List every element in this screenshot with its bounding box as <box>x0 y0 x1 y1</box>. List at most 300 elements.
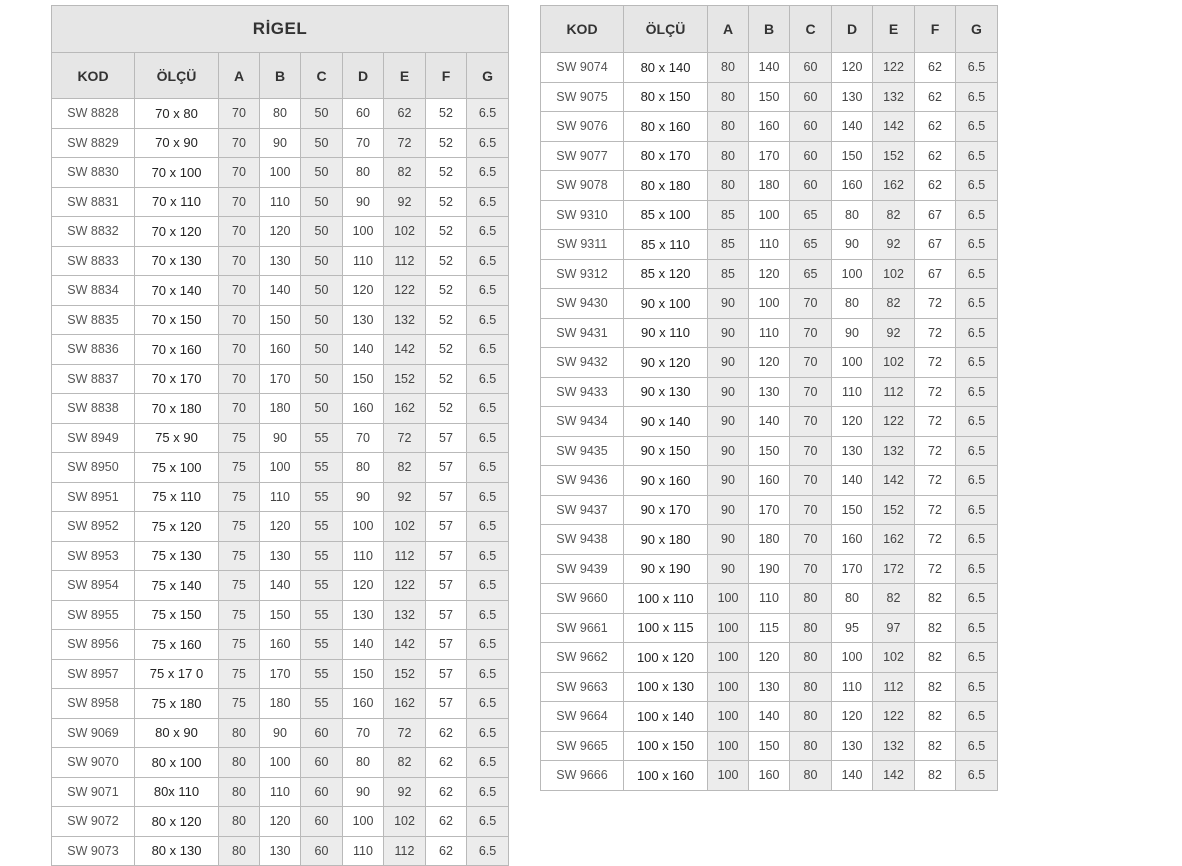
cell-d: 150 <box>832 141 873 171</box>
cell-g: 6.5 <box>467 364 509 394</box>
cell-kod: SW 9312 <box>541 259 624 289</box>
cell-b: 100 <box>260 158 301 188</box>
cell-b: 130 <box>260 541 301 571</box>
cell-a: 90 <box>708 554 749 584</box>
cell-b: 140 <box>749 53 790 83</box>
cell-olcu: 70 x 130 <box>135 246 219 276</box>
cell-c: 55 <box>301 541 343 571</box>
cell-f: 67 <box>915 259 956 289</box>
cell-d: 160 <box>343 689 384 719</box>
cell-c: 80 <box>790 672 832 702</box>
table-row <box>52 777 509 807</box>
cell-g: 6.5 <box>467 394 509 424</box>
cell-a: 75 <box>219 453 260 483</box>
cell-kod: SW 8951 <box>52 482 135 512</box>
cell-c: 70 <box>790 436 832 466</box>
cell-f: 57 <box>426 659 467 689</box>
cell-d: 100 <box>832 348 873 378</box>
cell-kod: SW 9439 <box>541 554 624 584</box>
cell-c: 70 <box>790 289 832 319</box>
cell-olcu: 90 x 130 <box>624 377 708 407</box>
cell-c: 55 <box>301 571 343 601</box>
cell-g: 6.5 <box>956 702 998 732</box>
cell-f: 57 <box>426 512 467 542</box>
cell-e: 162 <box>384 689 426 719</box>
cell-a: 70 <box>219 305 260 335</box>
cell-kod: SW 9666 <box>541 761 624 791</box>
table-row <box>52 718 509 748</box>
cell-d: 130 <box>832 82 873 112</box>
cell-a: 75 <box>219 630 260 660</box>
cell-e: 152 <box>384 364 426 394</box>
table-row <box>541 436 998 466</box>
cell-e: 92 <box>873 318 915 348</box>
table-row <box>52 571 509 601</box>
cell-g: 6.5 <box>467 659 509 689</box>
cell-kod: SW 9070 <box>52 748 135 778</box>
cell-g: 6.5 <box>956 53 998 83</box>
cell-olcu: 75 x 130 <box>135 541 219 571</box>
cell-a: 80 <box>708 53 749 83</box>
cell-olcu: 85 x 120 <box>624 259 708 289</box>
cell-kod: SW 8833 <box>52 246 135 276</box>
cell-b: 130 <box>260 246 301 276</box>
table-row <box>541 702 998 732</box>
cell-e: 72 <box>384 423 426 453</box>
table-row <box>52 394 509 424</box>
cell-d: 90 <box>343 187 384 217</box>
cell-e: 62 <box>384 99 426 129</box>
cell-d: 90 <box>832 318 873 348</box>
cell-c: 55 <box>301 482 343 512</box>
column-header-d: D <box>832 6 873 53</box>
table-row <box>52 748 509 778</box>
cell-kod: SW 8832 <box>52 217 135 247</box>
cell-b: 150 <box>749 436 790 466</box>
cell-f: 72 <box>915 525 956 555</box>
table-row <box>541 230 998 260</box>
cell-g: 6.5 <box>467 512 509 542</box>
cell-a: 75 <box>219 689 260 719</box>
column-header-e: E <box>873 6 915 53</box>
cell-d: 70 <box>343 718 384 748</box>
table-row <box>541 613 998 643</box>
cell-g: 6.5 <box>467 807 509 837</box>
cell-kod: SW 8952 <box>52 512 135 542</box>
cell-b: 130 <box>260 836 301 866</box>
cell-d: 140 <box>832 466 873 496</box>
cell-c: 65 <box>790 259 832 289</box>
cell-c: 50 <box>301 99 343 129</box>
cell-b: 80 <box>260 99 301 129</box>
cell-kod: SW 9078 <box>541 171 624 201</box>
cell-g: 6.5 <box>467 571 509 601</box>
cell-olcu: 90 x 120 <box>624 348 708 378</box>
cell-e: 92 <box>384 482 426 512</box>
table-row <box>52 482 509 512</box>
cell-g: 6.5 <box>956 761 998 791</box>
cell-olcu: 75 x 110 <box>135 482 219 512</box>
cell-f: 62 <box>915 141 956 171</box>
cell-f: 52 <box>426 394 467 424</box>
cell-c: 55 <box>301 600 343 630</box>
cell-e: 152 <box>873 495 915 525</box>
cell-f: 72 <box>915 407 956 437</box>
cell-a: 75 <box>219 482 260 512</box>
table-row <box>52 630 509 660</box>
cell-a: 80 <box>708 82 749 112</box>
cell-olcu: 70 x 150 <box>135 305 219 335</box>
table-row <box>541 259 998 289</box>
cell-c: 70 <box>790 466 832 496</box>
column-header-a: A <box>708 6 749 53</box>
table-row <box>541 495 998 525</box>
column-header-e: E <box>384 53 426 99</box>
cell-b: 130 <box>749 377 790 407</box>
cell-c: 50 <box>301 276 343 306</box>
cell-a: 75 <box>219 571 260 601</box>
cell-kod: SW 9437 <box>541 495 624 525</box>
table-row <box>541 731 998 761</box>
cell-kod: SW 9076 <box>541 112 624 142</box>
cell-a: 80 <box>708 171 749 201</box>
cell-e: 82 <box>873 289 915 319</box>
table-row <box>541 407 998 437</box>
cell-b: 150 <box>749 82 790 112</box>
cell-b: 180 <box>260 689 301 719</box>
cell-f: 82 <box>915 643 956 673</box>
cell-kod: SW 8949 <box>52 423 135 453</box>
cell-f: 52 <box>426 99 467 129</box>
cell-a: 70 <box>219 217 260 247</box>
cell-kod: SW 9662 <box>541 643 624 673</box>
table-row <box>541 348 998 378</box>
cell-b: 150 <box>260 305 301 335</box>
cell-g: 6.5 <box>956 289 998 319</box>
cell-d: 70 <box>343 423 384 453</box>
cell-g: 6.5 <box>956 731 998 761</box>
cell-e: 72 <box>384 718 426 748</box>
column-header-olcu: ÖLÇÜ <box>624 6 708 53</box>
cell-olcu: 100 x 130 <box>624 672 708 702</box>
cell-f: 57 <box>426 630 467 660</box>
cell-a: 100 <box>708 672 749 702</box>
cell-d: 80 <box>832 200 873 230</box>
cell-olcu: 90 x 190 <box>624 554 708 584</box>
table-body <box>541 53 998 791</box>
cell-b: 90 <box>260 128 301 158</box>
cell-olcu: 75 x 17 0 <box>135 659 219 689</box>
cell-d: 110 <box>343 541 384 571</box>
cell-f: 72 <box>915 466 956 496</box>
cell-a: 80 <box>219 718 260 748</box>
cell-g: 6.5 <box>956 230 998 260</box>
cell-b: 140 <box>749 407 790 437</box>
cell-olcu: 80 x 130 <box>135 836 219 866</box>
rigel-spec-table-left <box>51 5 509 866</box>
cell-olcu: 90 x 150 <box>624 436 708 466</box>
table-title: RİGEL <box>52 6 509 53</box>
cell-d: 120 <box>832 407 873 437</box>
cell-g: 6.5 <box>956 554 998 584</box>
cell-kod: SW 8835 <box>52 305 135 335</box>
cell-olcu: 90 x 100 <box>624 289 708 319</box>
cell-olcu: 80 x 90 <box>135 718 219 748</box>
cell-olcu: 80 x 100 <box>135 748 219 778</box>
cell-d: 120 <box>343 276 384 306</box>
cell-c: 50 <box>301 335 343 365</box>
cell-a: 90 <box>708 495 749 525</box>
cell-c: 60 <box>790 53 832 83</box>
cell-e: 132 <box>384 600 426 630</box>
cell-g: 6.5 <box>956 348 998 378</box>
cell-c: 50 <box>301 364 343 394</box>
cell-g: 6.5 <box>467 836 509 866</box>
cell-olcu: 80 x 140 <box>624 53 708 83</box>
cell-b: 110 <box>749 584 790 614</box>
cell-g: 6.5 <box>956 436 998 466</box>
cell-d: 110 <box>832 377 873 407</box>
cell-c: 80 <box>790 731 832 761</box>
cell-e: 142 <box>873 112 915 142</box>
cell-f: 62 <box>426 748 467 778</box>
cell-e: 112 <box>384 246 426 276</box>
cell-b: 120 <box>749 348 790 378</box>
cell-olcu: 75 x 160 <box>135 630 219 660</box>
cell-a: 85 <box>708 230 749 260</box>
cell-e: 82 <box>384 158 426 188</box>
cell-g: 6.5 <box>956 112 998 142</box>
cell-d: 130 <box>343 305 384 335</box>
cell-c: 50 <box>301 128 343 158</box>
cell-e: 132 <box>873 731 915 761</box>
cell-d: 150 <box>343 364 384 394</box>
cell-g: 6.5 <box>467 541 509 571</box>
cell-d: 130 <box>832 731 873 761</box>
cell-olcu: 90 x 140 <box>624 407 708 437</box>
cell-d: 100 <box>832 259 873 289</box>
cell-f: 52 <box>426 187 467 217</box>
cell-e: 92 <box>384 187 426 217</box>
cell-e: 152 <box>873 141 915 171</box>
cell-c: 55 <box>301 659 343 689</box>
table-row <box>52 364 509 394</box>
table-row <box>541 289 998 319</box>
cell-kod: SW 9665 <box>541 731 624 761</box>
cell-e: 122 <box>873 702 915 732</box>
cell-d: 160 <box>832 525 873 555</box>
cell-d: 95 <box>832 613 873 643</box>
table-row <box>52 187 509 217</box>
cell-e: 122 <box>384 276 426 306</box>
table-row <box>541 200 998 230</box>
cell-kod: SW 8837 <box>52 364 135 394</box>
cell-f: 62 <box>426 777 467 807</box>
cell-c: 80 <box>790 613 832 643</box>
cell-e: 142 <box>384 630 426 660</box>
cell-d: 100 <box>343 512 384 542</box>
cell-d: 80 <box>343 453 384 483</box>
cell-c: 70 <box>790 407 832 437</box>
table-row <box>52 335 509 365</box>
cell-b: 140 <box>260 571 301 601</box>
cell-d: 80 <box>832 584 873 614</box>
cell-g: 6.5 <box>467 99 509 129</box>
cell-kod: SW 8831 <box>52 187 135 217</box>
cell-a: 90 <box>708 377 749 407</box>
table-row <box>52 541 509 571</box>
cell-b: 120 <box>260 217 301 247</box>
cell-d: 60 <box>343 99 384 129</box>
cell-g: 6.5 <box>467 689 509 719</box>
column-header-olcu: ÖLÇÜ <box>135 53 219 99</box>
cell-olcu: 100 x 160 <box>624 761 708 791</box>
cell-b: 180 <box>749 171 790 201</box>
cell-kod: SW 8828 <box>52 99 135 129</box>
table-row <box>541 53 998 83</box>
cell-kod: SW 9660 <box>541 584 624 614</box>
cell-c: 50 <box>301 305 343 335</box>
cell-c: 65 <box>790 200 832 230</box>
cell-g: 6.5 <box>467 276 509 306</box>
cell-e: 132 <box>873 436 915 466</box>
cell-b: 180 <box>749 525 790 555</box>
cell-f: 52 <box>426 158 467 188</box>
cell-e: 112 <box>873 672 915 702</box>
cell-f: 72 <box>915 436 956 466</box>
cell-a: 70 <box>219 246 260 276</box>
cell-a: 100 <box>708 584 749 614</box>
column-header-f: F <box>426 53 467 99</box>
cell-a: 80 <box>219 748 260 778</box>
cell-kod: SW 9310 <box>541 200 624 230</box>
cell-c: 70 <box>790 495 832 525</box>
cell-c: 50 <box>301 158 343 188</box>
cell-kod: SW 9073 <box>52 836 135 866</box>
column-header-kod: KOD <box>52 53 135 99</box>
cell-d: 110 <box>343 246 384 276</box>
cell-c: 70 <box>790 554 832 584</box>
cell-kod: SW 8958 <box>52 689 135 719</box>
cell-d: 120 <box>832 702 873 732</box>
cell-kod: SW 9436 <box>541 466 624 496</box>
cell-b: 160 <box>260 335 301 365</box>
cell-g: 6.5 <box>956 318 998 348</box>
cell-g: 6.5 <box>956 466 998 496</box>
cell-c: 60 <box>301 836 343 866</box>
cell-f: 62 <box>915 171 956 201</box>
cell-c: 80 <box>790 761 832 791</box>
cell-kod: SW 9661 <box>541 613 624 643</box>
cell-c: 50 <box>301 187 343 217</box>
cell-olcu: 75 x 120 <box>135 512 219 542</box>
cell-kod: SW 9432 <box>541 348 624 378</box>
cell-kod: SW 9430 <box>541 289 624 319</box>
cell-f: 52 <box>426 364 467 394</box>
cell-f: 52 <box>426 128 467 158</box>
cell-kod: SW 8836 <box>52 335 135 365</box>
column-header-kod: KOD <box>541 6 624 53</box>
cell-kod: SW 8950 <box>52 453 135 483</box>
table-row <box>52 128 509 158</box>
cell-g: 6.5 <box>956 377 998 407</box>
cell-e: 92 <box>384 777 426 807</box>
table-row <box>541 141 998 171</box>
cell-olcu: 90 x 110 <box>624 318 708 348</box>
cell-b: 115 <box>749 613 790 643</box>
cell-e: 102 <box>873 643 915 673</box>
cell-d: 130 <box>832 436 873 466</box>
column-header-row <box>541 6 998 53</box>
cell-g: 6.5 <box>956 407 998 437</box>
cell-kod: SW 8953 <box>52 541 135 571</box>
cell-d: 110 <box>832 672 873 702</box>
cell-g: 6.5 <box>467 453 509 483</box>
cell-b: 110 <box>260 482 301 512</box>
cell-olcu: 70 x 80 <box>135 99 219 129</box>
cell-d: 150 <box>343 659 384 689</box>
cell-e: 82 <box>873 584 915 614</box>
cell-c: 70 <box>790 377 832 407</box>
cell-kod: SW 9433 <box>541 377 624 407</box>
column-header-b: B <box>260 53 301 99</box>
cell-b: 170 <box>749 141 790 171</box>
cell-f: 72 <box>915 495 956 525</box>
table-row <box>541 525 998 555</box>
cell-f: 72 <box>915 348 956 378</box>
cell-b: 190 <box>749 554 790 584</box>
cell-c: 55 <box>301 512 343 542</box>
cell-d: 160 <box>343 394 384 424</box>
cell-e: 122 <box>873 53 915 83</box>
cell-kod: SW 9438 <box>541 525 624 555</box>
cell-a: 80 <box>219 836 260 866</box>
cell-a: 85 <box>708 259 749 289</box>
cell-olcu: 80 x 170 <box>624 141 708 171</box>
cell-f: 62 <box>426 807 467 837</box>
cell-a: 80 <box>708 112 749 142</box>
table-row <box>541 318 998 348</box>
table-row <box>52 600 509 630</box>
cell-kod: SW 8955 <box>52 600 135 630</box>
cell-a: 90 <box>708 318 749 348</box>
cell-kod: SW 8834 <box>52 276 135 306</box>
cell-b: 120 <box>260 512 301 542</box>
cell-d: 70 <box>343 128 384 158</box>
cell-olcu: 75 x 140 <box>135 571 219 601</box>
cell-e: 102 <box>873 348 915 378</box>
table-row <box>541 761 998 791</box>
table-row <box>52 836 509 866</box>
cell-a: 90 <box>708 289 749 319</box>
cell-f: 52 <box>426 217 467 247</box>
cell-d: 130 <box>343 600 384 630</box>
cell-c: 55 <box>301 453 343 483</box>
cell-b: 100 <box>260 748 301 778</box>
cell-b: 160 <box>260 630 301 660</box>
cell-d: 170 <box>832 554 873 584</box>
cell-f: 62 <box>915 82 956 112</box>
column-header-d: D <box>343 53 384 99</box>
cell-g: 6.5 <box>467 158 509 188</box>
cell-g: 6.5 <box>956 584 998 614</box>
cell-a: 70 <box>219 335 260 365</box>
cell-f: 72 <box>915 377 956 407</box>
cell-kod: SW 9311 <box>541 230 624 260</box>
cell-e: 112 <box>873 377 915 407</box>
cell-b: 130 <box>749 672 790 702</box>
cell-e: 92 <box>873 230 915 260</box>
